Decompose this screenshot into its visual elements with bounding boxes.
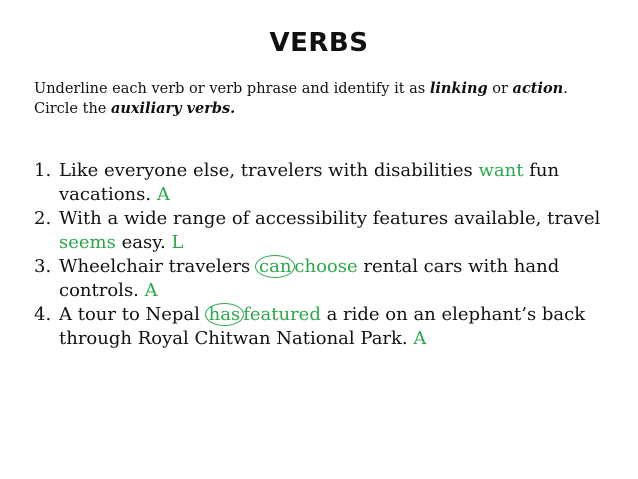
item-number: 2. xyxy=(34,208,52,229)
item-number: 1. xyxy=(34,160,52,181)
instructions-term-linking: linking xyxy=(429,80,488,97)
instructions-line-1 xyxy=(34,79,624,99)
instructions-term-auxiliary: auxiliary verbs. xyxy=(110,100,236,117)
item-number: 3. xyxy=(34,256,52,277)
instructions-text: . xyxy=(563,81,568,97)
sentence-text: With a wide range of accessibility features available, travel xyxy=(59,208,601,229)
instructions-line-2 xyxy=(34,99,624,119)
instructions-text: Circle the xyxy=(34,101,111,117)
verb: featured xyxy=(243,304,321,325)
verb-type-label: A xyxy=(144,280,158,301)
verb-type-label: A xyxy=(413,328,427,349)
sentence-item-4 xyxy=(34,303,624,351)
verb: seems xyxy=(59,232,116,253)
verb-type-label: L xyxy=(171,232,184,253)
sentence-list xyxy=(34,159,624,351)
sentence-text: Like everyone else, travelers with disabilities xyxy=(59,160,479,181)
instructions-text: Underline each verb or verb phrase and identify it as xyxy=(34,81,430,97)
instructions-text: or xyxy=(487,81,513,97)
auxiliary-verb-circled: can xyxy=(255,255,295,278)
sentence-text: rental cars with hand controls. xyxy=(59,256,560,301)
sentence-text: a ride on an elephant’s back through Royal Chitwan National Park. xyxy=(59,304,586,349)
verb: choose xyxy=(294,256,358,277)
sentence-text: Wheelchair travelers xyxy=(59,256,257,277)
instructions-term-action: action xyxy=(512,80,564,97)
sentence-text: easy. xyxy=(115,232,172,253)
sentence-text: fun vacations. xyxy=(59,160,560,205)
item-number: 4. xyxy=(34,304,52,325)
verb-type-label: A xyxy=(156,184,170,205)
verb: want xyxy=(478,160,524,181)
sentence-item-2 xyxy=(34,207,624,255)
sentence-item-1 xyxy=(34,159,624,207)
auxiliary-verb-circled: has xyxy=(205,303,245,326)
page-title: VERBS xyxy=(269,28,369,58)
sentence-text: A tour to Nepal xyxy=(59,304,206,325)
sentence-item-3 xyxy=(34,255,624,303)
instructions xyxy=(34,79,624,119)
